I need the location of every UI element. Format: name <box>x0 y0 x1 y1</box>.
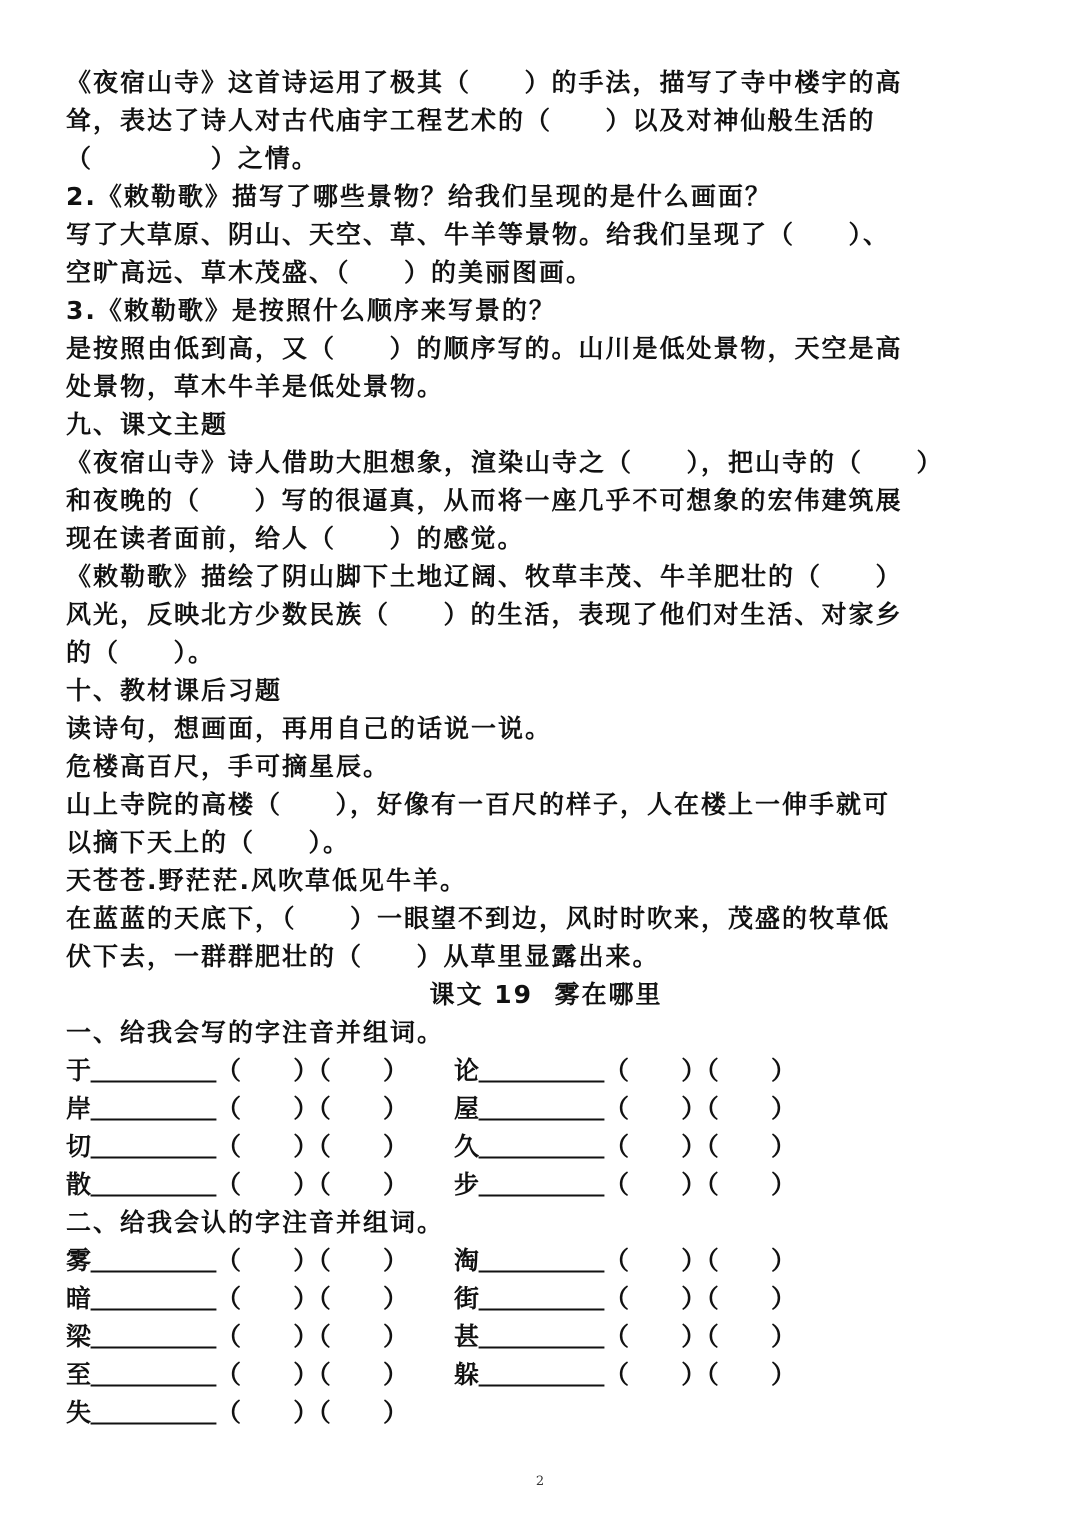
question-heading: 2.《敕勒歌》描写了哪些景物？给我们呈现的是什么画面？ <box>66 182 772 211</box>
section-heading: 一、给我会写的字注音并组词。 <box>66 1018 445 1047</box>
grid-row <box>66 1318 1026 1356</box>
character-cell: 散＿＿＿＿＿（ ）（ ） <box>66 1170 408 1199</box>
text-line: 耸，表达了诗人对古代庙宇工程艺术的（ ）以及对神仙般生活的 <box>66 106 876 135</box>
text-line: 山上寺院的高楼（ ），好像有一百尺的样子，人在楼上一伸手就可 <box>66 790 891 819</box>
text-line: 在蓝蓝的天底下，（ ）一眼望不到边，风时时吹来，茂盛的牧草低 <box>66 904 891 933</box>
text-line: 以摘下天上的（ ）。 <box>66 828 351 857</box>
text-line: 《夜宿山寺》诗人借助大胆想象，渲染山寺之（ ），把山寺的（ ） <box>66 448 944 477</box>
text-line: 读诗句，想画面，再用自己的话说一说。 <box>66 714 553 743</box>
grid-row <box>66 1166 1026 1204</box>
character-cell: 久＿＿＿＿＿（ ）（ ） <box>454 1132 796 1161</box>
grid-row <box>66 1090 1026 1128</box>
section-heading: 二、给我会认的字注音并组词。 <box>66 1208 445 1237</box>
text-line: 风光，反映北方少数民族（ ）的生活，表现了他们对生活、对家乡 <box>66 600 903 629</box>
character-cell: 于＿＿＿＿＿（ ）（ ） <box>66 1056 408 1085</box>
character-cell: 屋＿＿＿＿＿（ ）（ ） <box>454 1094 796 1123</box>
character-cell: 切＿＿＿＿＿（ ）（ ） <box>66 1132 408 1161</box>
text-line: 的（ ）。 <box>66 638 216 667</box>
grid-row <box>66 1280 1026 1318</box>
lesson-title: 课文 19 雾在哪里 <box>429 980 663 1009</box>
character-cell: 梁＿＿＿＿＿（ ）（ ） <box>66 1322 408 1351</box>
grid-row <box>66 1052 1026 1090</box>
poem-line: 天苍苍.野茫茫.风吹草低见牛羊。 <box>66 866 467 895</box>
character-cell: 雾＿＿＿＿＿（ ）（ ） <box>66 1246 408 1275</box>
character-cell: 失＿＿＿＿＿（ ）（ ） <box>66 1398 408 1427</box>
text-line: 空旷高远、草木茂盛、（ ）的美丽图画。 <box>66 258 594 287</box>
text-line: （ ）之情。 <box>66 144 319 173</box>
worksheet-page <box>66 64 1026 1432</box>
character-cell: 论＿＿＿＿＿（ ）（ ） <box>454 1056 796 1085</box>
poem-line: 危楼高百尺，手可摘星辰。 <box>66 752 391 781</box>
character-cell: 步＿＿＿＿＿（ ）（ ） <box>454 1170 796 1199</box>
character-cell: 至＿＿＿＿＿（ ）（ ） <box>66 1360 408 1389</box>
text-line: 写了大草原、阴山、天空、草、牛羊等景物。给我们呈现了（ ）、 <box>66 220 891 249</box>
text-line: 处景物，草木牛羊是低处景物。 <box>66 372 445 401</box>
character-cell <box>454 1394 954 1432</box>
character-cell: 淘＿＿＿＿＿（ ）（ ） <box>454 1246 796 1275</box>
grid-row <box>66 1242 1026 1280</box>
reading-characters-grid <box>66 1242 1026 1432</box>
grid-row <box>66 1356 1026 1394</box>
text-line: 《敕勒歌》描绘了阴山脚下土地辽阔、牧草丰茂、牛羊肥壮的（ ） <box>66 562 903 591</box>
grid-row <box>66 1128 1026 1166</box>
text-line: 伏下去，一群群肥壮的（ ）从草里显露出来。 <box>66 942 660 971</box>
character-cell: 暗＿＿＿＿＿（ ）（ ） <box>66 1284 408 1313</box>
character-cell: 躲＿＿＿＿＿（ ）（ ） <box>454 1360 796 1389</box>
page-number: 2 <box>535 1474 545 1489</box>
text-line: 《夜宿山寺》这首诗运用了极其（ ）的手法，描写了寺中楼宇的高 <box>66 68 903 97</box>
character-cell: 岸＿＿＿＿＿（ ）（ ） <box>66 1094 408 1123</box>
section-heading: 九、课文主题 <box>66 410 229 439</box>
text-block <box>66 64 1026 976</box>
section-heading: 十、教材课后习题 <box>66 676 283 705</box>
question-heading: 3.《敕勒歌》是按照什么顺序来写景的？ <box>66 296 556 325</box>
text-line: 和夜晚的（ ）写的很逼真，从而将一座几乎不可想象的宏伟建筑展 <box>66 486 903 515</box>
character-cell: 甚＿＿＿＿＿（ ）（ ） <box>454 1322 796 1351</box>
text-line: 是按照由低到高，又（ ）的顺序写的。山川是低处景物，天空是高 <box>66 334 903 363</box>
character-cell: 街＿＿＿＿＿（ ）（ ） <box>454 1284 796 1313</box>
writing-characters-grid <box>66 1052 1026 1204</box>
grid-row <box>66 1394 1026 1432</box>
text-line: 现在读者面前，给人（ ）的感觉。 <box>66 524 525 553</box>
